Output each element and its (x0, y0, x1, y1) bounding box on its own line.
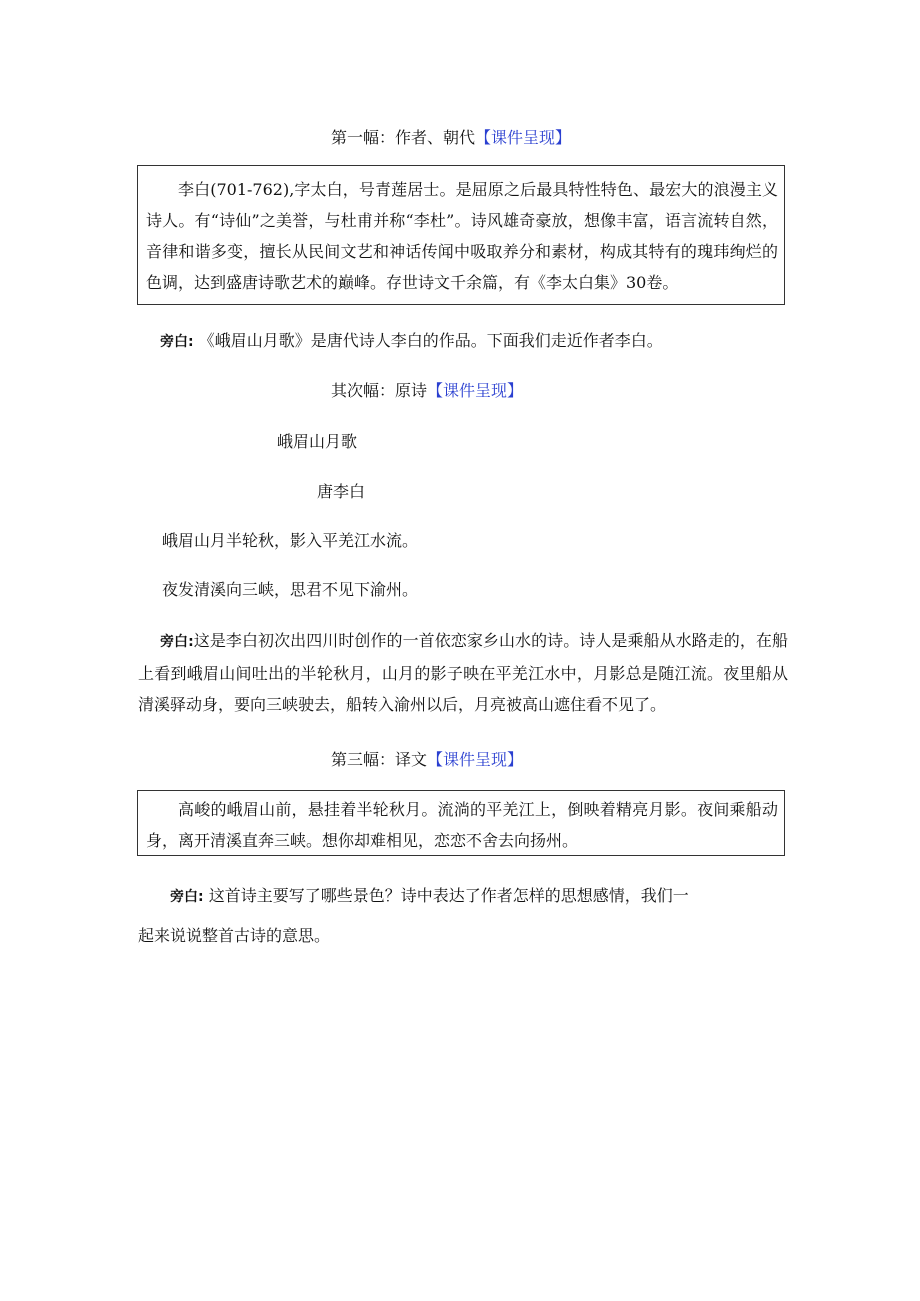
translation-box (137, 790, 785, 856)
narration2-text: 这是李白初次出四川时创作的一首依恋家乡山水的诗。诗人是乘船从水路走的，在船上看到峨眉山间吐出的半轮秋月，山月的影子映在平羌江水中，月影总是随江流。夜里船从清溪驿动身，要向三峡驶去，船转入渝州以后，月亮被高山遮住看不见了。 (138, 631, 788, 714)
section2-tag: 【课件呈现】 (427, 381, 524, 400)
narration2-label: 旁白: (160, 634, 194, 650)
section2-heading (331, 381, 523, 401)
poem-line-2: 夜发清溪向三峡，思君不见下渝州。 (162, 580, 419, 599)
section3-tag: 【课件呈现】 (427, 750, 524, 769)
narration3-label: 旁白: (170, 889, 204, 905)
poem-author: 唐李白 (317, 482, 366, 501)
section1-heading (331, 128, 571, 148)
poem-title: 峨眉山月歌 (277, 432, 358, 451)
poem-line-1: 峨眉山月半轮秋，影入平羌江水流。 (162, 531, 419, 550)
narration3-line1 (170, 886, 689, 907)
author-info-text: 李白(701-762),字太白，号青莲居士。是屈原之后最具特性特色、最宏大的浪漫主义诗人。有“诗仙”之美誉，与杜甫并称“李杜”。诗风雄奇豪放，想像丰富，语言流转自然，音律和谐多变，擅长从民间文艺和神话传闻中吸取养分和素材，构成其特有的瑰玮绚烂的色调，达到盛唐诗歌艺术的巅峰。存世诗文千余篇，有《李太白集》30卷。 (146, 180, 778, 292)
narration1-label: 旁白: (160, 334, 194, 350)
translation-text: 高峻的峨眉山前，悬挂着半轮秋月。流淌的平羌江上，倒映着精亮月影。夜间乘船动身，离开清溪直奔三峡。想你却难相见，恋恋不舍去向扬州。 (146, 800, 778, 850)
narration3-text-line1: 这首诗主要写了哪些景色？诗中表达了作者怎样的思想感情，我们一 (208, 886, 689, 905)
section1-tag: 【课件呈现】 (475, 128, 572, 147)
author-info-box (137, 165, 785, 305)
section3-heading (331, 750, 523, 770)
section3-heading-text: 第三幅：译文 (331, 750, 428, 769)
section1-heading-text: 第一幅：作者、朝代 (331, 128, 476, 147)
section2-heading-text: 其次幅：原诗 (331, 381, 428, 400)
narration1 (160, 331, 663, 352)
narration3-line2: 起来说说整首古诗的意思。 (138, 926, 331, 945)
narration2 (138, 625, 788, 720)
narration1-text: 《峨眉山月歌》是唐代诗人李白的作品。下面我们走近作者李白。 (198, 331, 663, 350)
